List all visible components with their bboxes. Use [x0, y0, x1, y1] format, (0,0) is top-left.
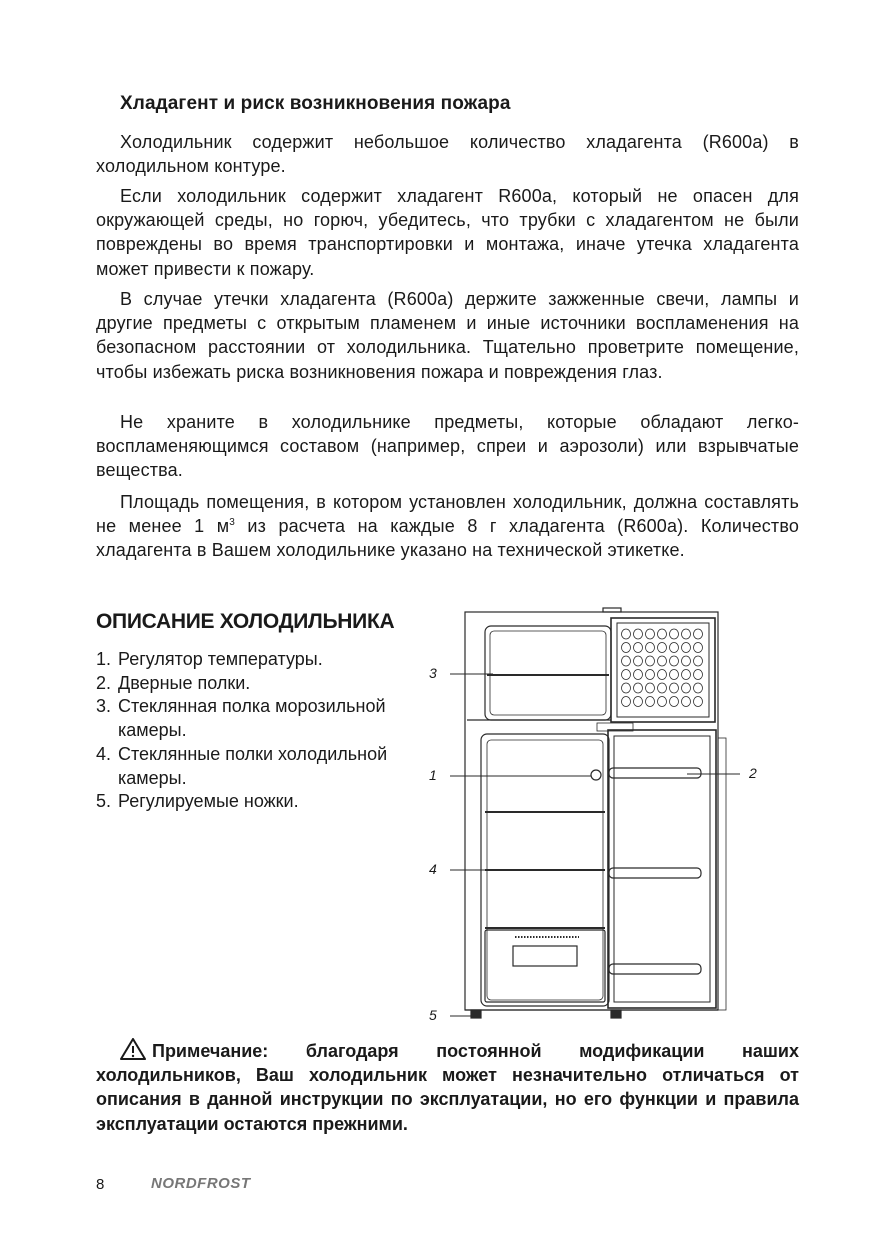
freezer-grid-cell — [658, 643, 667, 653]
freezer-grid-cell — [682, 683, 691, 693]
freezer-grid-cell — [622, 643, 631, 653]
freezer-grid-cell — [694, 656, 703, 666]
list-item-number: 4. — [96, 743, 112, 764]
freezer-grid-cell — [670, 629, 679, 639]
list-item-number: 2. — [96, 672, 112, 693]
list-item-number: 5. — [96, 791, 112, 812]
freezer-grid-cell — [646, 643, 655, 653]
fridge-door-panel — [614, 736, 710, 1002]
description-heading: ОПИСАНИЕ ХОЛОДИЛЬНИКА — [96, 610, 395, 633]
list-item-text: Стеклянная полка морозильной камеры. — [118, 696, 386, 741]
callout-1: 1 — [429, 767, 437, 783]
door-shelf — [609, 868, 701, 878]
list-item-text: Регулятор температуры. — [118, 649, 323, 669]
freezer-compartment — [485, 626, 611, 720]
freezer-grid-cell — [634, 670, 643, 680]
freezer-grid-cell — [670, 697, 679, 707]
freezer-grid-cell — [658, 670, 667, 680]
freezer-grid-cell — [658, 656, 667, 666]
freezer-grid-cell — [646, 656, 655, 666]
paragraph-flammable-warning: Если холодильник содержит хладагент R600a, который не опасен для окружающей среды, но горюч, убедитесь, что трубки с хладагентом не были повреждены во время транспортировки и монтажа, иначе утечка хладагента может привести к пожару. — [96, 186, 799, 279]
door-shelf — [609, 964, 701, 974]
area-text-before: Площадь помещения, в котором установлен холодильник, должна составлять не менее 1 м — [96, 492, 799, 537]
freezer-grid-cell — [670, 683, 679, 693]
freezer-grid-cell — [682, 629, 691, 639]
adjustable-foot — [611, 1010, 621, 1018]
freezer-grid-cell — [634, 643, 643, 653]
freezer-grid-cell — [694, 683, 703, 693]
freezer-grid-cell — [622, 670, 631, 680]
freezer-grid-cell — [622, 656, 631, 666]
brand-logo: NORDFROST — [151, 1175, 251, 1192]
freezer-grid-cell — [694, 643, 703, 653]
page-number: 8 — [96, 1176, 105, 1193]
freezer-grid-cell — [658, 629, 667, 639]
list-item-number: 1. — [96, 649, 112, 669]
adjustable-foot — [471, 1010, 481, 1018]
list-item — [96, 790, 418, 814]
freezer-grid-cell — [670, 670, 679, 680]
crisper-front — [513, 946, 577, 966]
callout-3: 3 — [429, 665, 437, 681]
freezer-grid-cell — [634, 629, 643, 639]
warning-icon — [120, 1038, 146, 1060]
freezer-grid-cell — [634, 683, 643, 693]
paragraph-room-area — [96, 490, 799, 563]
freezer-grid-cell — [658, 697, 667, 707]
freezer-door-grid — [622, 629, 703, 707]
callout-4: 4 — [429, 861, 437, 877]
refrigerator-diagram — [415, 600, 775, 1030]
list-item-number: 3. — [96, 696, 112, 717]
freezer-grid-cell — [622, 697, 631, 707]
freezer-grid-cell — [682, 697, 691, 707]
thermostat-knob — [591, 770, 601, 780]
list-item — [96, 648, 418, 672]
note-paragraph — [96, 1038, 799, 1136]
freezer-grid-cell — [682, 670, 691, 680]
freezer-grid-cell — [646, 670, 655, 680]
list-item — [96, 695, 418, 742]
top-hinge — [603, 608, 621, 612]
freezer-grid-cell — [670, 656, 679, 666]
freezer-grid-cell — [622, 683, 631, 693]
section-heading: Хладагент и риск возникновения пожара — [120, 93, 511, 114]
freezer-grid-cell — [670, 643, 679, 653]
area-superscript: 3 — [229, 517, 236, 529]
freezer-grid-cell — [658, 683, 667, 693]
freezer-inner — [490, 631, 606, 715]
freezer-grid-cell — [694, 697, 703, 707]
parts-list — [96, 648, 418, 814]
freezer-grid-cell — [622, 629, 631, 639]
freezer-grid-cell — [682, 643, 691, 653]
note-label: Примечание: — [152, 1041, 269, 1061]
door-shelf — [609, 768, 701, 778]
area-text-after: из расчета на каждые 8 г хладагента (R600a). Количество хладагента в Вашем холодильнике указано на технической этикетке. — [96, 516, 799, 561]
freezer-grid-cell — [634, 656, 643, 666]
list-item — [96, 743, 418, 790]
freezer-grid-cell — [634, 697, 643, 707]
list-item — [96, 672, 418, 696]
freezer-grid-cell — [694, 629, 703, 639]
list-item-text: Регулируемые ножки. — [118, 791, 299, 812]
note-text: благодаря постоянной модификации наших холодильников, Ваш холодильник может незначительно отличаться от описания в данной инструкции по эксплуатации, но его функции и правила эксплуатации остаются прежними. — [96, 1041, 799, 1134]
paragraph-storage-warning: Не храните в холодильнике предметы, которые обладают легко-воспламеняющимся составом (например, спреи и аэрозоли) или взрывчатые вещества. — [96, 412, 799, 481]
freezer-grid-cell — [646, 629, 655, 639]
freezer-grid-cell — [694, 670, 703, 680]
callout-5: 5 — [429, 1007, 437, 1023]
freezer-grid-cell — [646, 697, 655, 707]
paragraph-refrigerant-amount: Холодильник содержит небольшое количество хладагента (R600a) в холодильном контуре. — [96, 132, 799, 177]
freezer-grid-cell — [646, 683, 655, 693]
freezer-grid-cell — [682, 656, 691, 666]
side-panel — [718, 738, 726, 1010]
paragraph-leak-instructions: В случае утечки хладагента (R600a) держите зажженные свечи, лампы и другие предметы с открытым пламенем и иные источники воспламенения на безопасном расстоянии от холодильника. Тщательно проветрите помещение, чтобы избежать риска возникновения пожара и повреждения глаз. — [96, 289, 799, 382]
callout-2: 2 — [749, 765, 757, 781]
list-item-text: Дверные полки. — [118, 672, 251, 693]
list-item-text: Стеклянные полки холодильной камеры. — [118, 743, 388, 788]
